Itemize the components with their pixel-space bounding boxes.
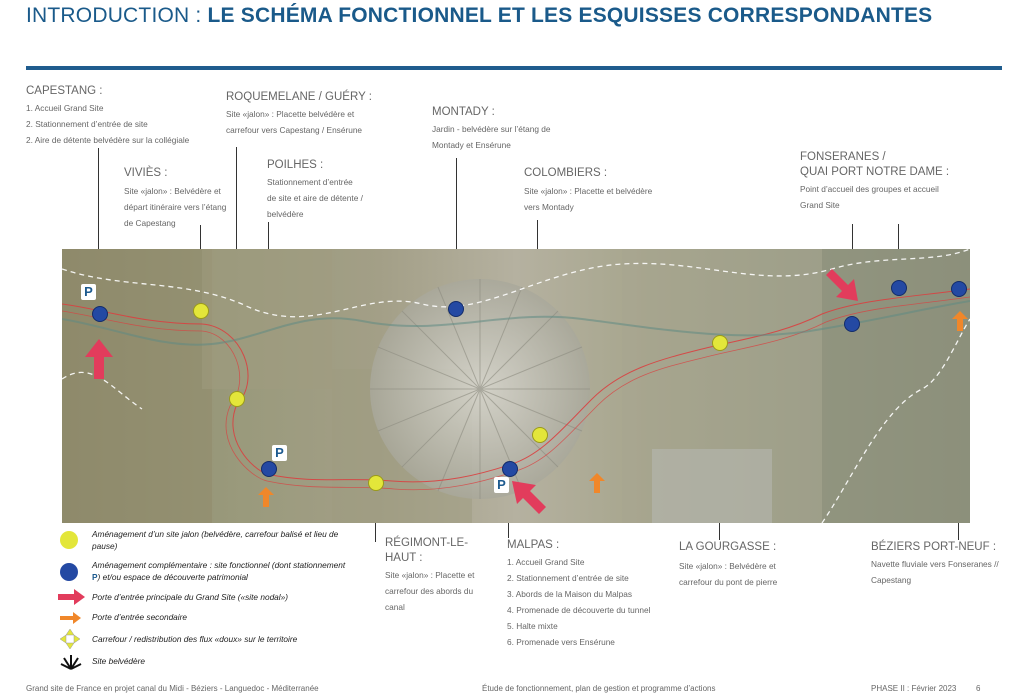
- label-colombiers: [524, 166, 652, 215]
- capestang-line-3: 2. Aire de détente belvédère sur la collégiale: [26, 135, 190, 145]
- capestang-heading: CAPESTANG :: [26, 85, 103, 97]
- footer-page-number: 6: [976, 684, 981, 693]
- colombiers-heading: COLOMBIERS :: [524, 167, 608, 179]
- fonseranes-lines: [800, 181, 949, 213]
- roquemelane-lines: [226, 106, 372, 138]
- poilhes-line-1: Stationnement d’entrée: [267, 177, 353, 187]
- roquemelane-line-1: Site «jalon» : Placette belvédère et: [226, 109, 355, 119]
- fonseranes-line-1: Point d’accueil des groupes et accueil: [800, 184, 939, 194]
- parking-malpas: P: [494, 477, 509, 493]
- title-main: LE SCHÉMA FONCTIONNEL ET LES ESQUISSES CORRESPONDANTES: [207, 4, 933, 27]
- legend-blue-text-2b: ) et/ou espace de découverte patrimonial: [97, 572, 248, 582]
- montady-line-2: Montady et Ensérune: [432, 140, 511, 150]
- legend-viewpoint-text: Site belvédère: [92, 656, 146, 666]
- viewpoint-icon: [60, 651, 82, 671]
- arrows-overlay: [62, 249, 970, 523]
- label-roquemelane: [226, 90, 372, 138]
- malpas-line-3: 3. Abords de la Maison du Malpas: [507, 589, 632, 599]
- label-vivies: [124, 166, 226, 231]
- orange-arrow-colombiers[interactable]: [589, 473, 605, 493]
- title-prefix: INTRODUCTION :: [26, 4, 208, 27]
- malpas-line-1: 1. Accueil Grand Site: [507, 557, 585, 567]
- label-poilhes: [267, 158, 363, 222]
- orange-arrow-icon: [60, 612, 82, 624]
- colombiers-line-2: vers Montady: [524, 202, 574, 212]
- poilhes-heading: POILHES :: [267, 159, 324, 171]
- malpas-heading: MALPAS :: [507, 539, 560, 551]
- crossroads-icon: [60, 629, 80, 649]
- footer-left: Grand site de France en projet canal du Midi - Béziers - Languedoc - Méditerranée: [26, 684, 319, 693]
- label-capestang: [26, 84, 189, 148]
- montady-line-1: Jardin - belvédère sur l’étang de: [432, 124, 551, 134]
- poilhes-lines: [267, 174, 363, 222]
- montady-lines: [432, 121, 551, 153]
- red-arrow-fonseranes[interactable]: [826, 269, 858, 301]
- legend-p-letter: P: [92, 572, 98, 582]
- fonseranes-line-2: Grand Site: [800, 200, 840, 210]
- gourgasse-lines: [679, 558, 777, 590]
- legend-yellow-text: [92, 528, 338, 552]
- yellow-dot-icon: [60, 531, 78, 549]
- regimont-line-2: carrefour des abords du: [385, 586, 474, 596]
- legend-crossroads-text: Carrefour / redistribution des flux «doux» sur le territoire: [92, 634, 298, 644]
- montady-heading: MONTADY :: [432, 106, 495, 118]
- legend-blue-text-1: Aménagement complémentaire : site fonctionnel (dont stationnement: [92, 560, 346, 570]
- fonseranes-heading-1: FONSERANES /: [800, 151, 886, 163]
- beziers-line-1: Navette fluviale vers Fonseranes //: [871, 559, 999, 569]
- regimont-line-3: canal: [385, 602, 405, 612]
- vivies-line-1: Site «jalon» : Belvédère et: [124, 186, 221, 196]
- regimont-heading-1: RÉGIMONT-LE-: [385, 537, 469, 549]
- red-arrow-capestang[interactable]: [85, 339, 113, 379]
- regimont-line-1: Site «jalon» : Placette et: [385, 570, 475, 580]
- orange-arrow-beziers[interactable]: [952, 311, 968, 331]
- poilhes-line-2: de site et aire de détente /: [267, 193, 363, 203]
- label-beziers: [871, 540, 999, 588]
- gourgasse-line-2: carrefour du pont de pierre: [679, 577, 778, 587]
- parking-poilhes: P: [272, 445, 287, 461]
- vivies-line-2: départ itinéraire vers l’étang: [124, 202, 227, 212]
- capestang-line-1: 1. Accueil Grand Site: [26, 103, 104, 113]
- malpas-line-2: 2. Stationnement d’entrée de site: [507, 573, 629, 583]
- header-rule: [26, 66, 1002, 70]
- vivies-lines: [124, 183, 226, 231]
- roquemelane-heading: ROQUEMELANE / GUÉRY :: [226, 91, 372, 103]
- footer-phase: PHASE II : Février 2023: [871, 684, 957, 693]
- beziers-lines: [871, 556, 999, 588]
- gourgasse-line-1: Site «jalon» : Belvédère et: [679, 561, 776, 571]
- aerial-map[interactable]: [62, 249, 970, 523]
- regimont-heading-2: HAUT :: [385, 552, 423, 564]
- label-montady: [432, 105, 551, 153]
- red-arrow-icon: [58, 589, 86, 605]
- beziers-line-2: Capestang: [871, 575, 912, 585]
- colombiers-line-1: Site «jalon» : Placette et belvédère: [524, 186, 653, 196]
- label-gourgasse: [679, 540, 777, 590]
- roquemelane-line-2: carrefour vers Capestang / Ensérune: [226, 125, 363, 135]
- legend-orange-text: Porte d’entrée secondaire: [92, 612, 188, 622]
- regimont-lines: [385, 567, 474, 615]
- malpas-line-4: 4. Promenade de découverte du tunnel: [507, 605, 651, 615]
- footer-center: Étude de fonctionnement, plan de gestion et programme d’actions: [482, 684, 716, 693]
- gourgasse-heading: LA GOURGASSE :: [679, 541, 777, 553]
- red-arrow-malpas[interactable]: [512, 481, 546, 514]
- label-regimont: [385, 536, 474, 615]
- beziers-heading: BÉZIERS PORT-NEUF :: [871, 541, 997, 553]
- capestang-lines: [26, 100, 189, 148]
- orange-arrow-poilhes[interactable]: [258, 487, 274, 507]
- label-malpas: [507, 538, 650, 650]
- label-fonseranes: [800, 150, 949, 213]
- legend-yellow-text-2: pause): [92, 541, 118, 551]
- malpas-line-6: 6. Promenade vers Ensérune: [507, 637, 615, 647]
- colombiers-lines: [524, 183, 652, 215]
- parking-capestang: P: [81, 284, 96, 300]
- vivies-line-3: de Capestang: [124, 218, 176, 228]
- legend-blue-text: [92, 559, 345, 583]
- fonseranes-heading-2: QUAI PORT NOTRE DAME :: [800, 166, 950, 178]
- legend-yellow-text-1: Aménagement d’un site jalon (belvédère, carrefour balisé et lieu de: [92, 529, 339, 539]
- legend-blue-text-2: [92, 571, 345, 583]
- poilhes-line-3: belvédère: [267, 209, 304, 219]
- legend-red-text: Porte d’entrée principale du Grand Site («site nodal»): [92, 592, 289, 602]
- vivies-heading: VIVIÈS :: [124, 167, 168, 179]
- capestang-line-2: 2. Stationnement d’entrée de site: [26, 119, 148, 129]
- blue-dot-icon: [60, 563, 78, 581]
- malpas-line-5: 5. Halte mixte: [507, 621, 558, 631]
- malpas-lines: [507, 554, 650, 650]
- page-title: [26, 4, 932, 28]
